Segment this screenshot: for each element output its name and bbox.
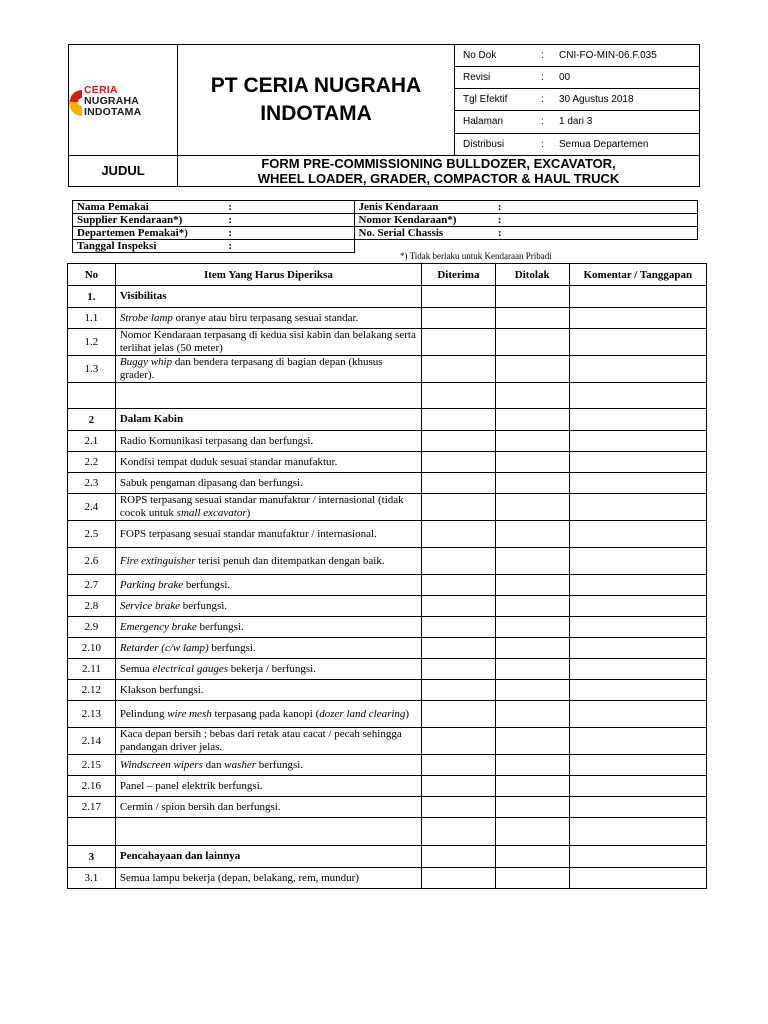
row-item: Fire extinguisher terisi penuh dan ditempatkan dengan baik. xyxy=(115,548,421,575)
komentar-cell[interactable] xyxy=(569,728,706,755)
row-no: 2.14 xyxy=(68,728,116,755)
komentar-cell[interactable] xyxy=(569,617,706,638)
info-field-departemen[interactable]: : xyxy=(224,227,354,240)
diterima-cell[interactable] xyxy=(422,728,496,755)
company-logo xyxy=(69,85,177,121)
blank-row xyxy=(68,818,707,846)
row-no: 2.2 xyxy=(68,452,116,473)
ditolak-cell[interactable] xyxy=(495,659,569,680)
diterima-cell[interactable] xyxy=(422,701,496,728)
col-header-no: No xyxy=(68,264,116,286)
diterima-cell[interactable] xyxy=(422,617,496,638)
ditolak-cell[interactable] xyxy=(495,638,569,659)
meta-sep: : xyxy=(541,67,559,89)
row-no: 2.8 xyxy=(68,596,116,617)
diterima-cell[interactable] xyxy=(422,797,496,818)
info-label-supplier: Supplier Kendaraan*) xyxy=(73,214,225,227)
ditolak-cell[interactable] xyxy=(495,680,569,701)
meta-label-tgl-efektif: Tgl Efektif xyxy=(455,89,542,111)
form-title-line-2: WHEEL LOADER, GRADER, COMPACTOR & HAUL TRUCK xyxy=(257,170,620,186)
meta-label-no-dok: No Dok xyxy=(455,45,542,67)
table-row xyxy=(68,797,707,818)
meta-label-distribusi: Distribusi xyxy=(455,133,542,155)
meta-sep: : xyxy=(541,89,559,111)
komentar-cell[interactable] xyxy=(569,776,706,797)
ditolak-cell[interactable] xyxy=(495,473,569,494)
section-row xyxy=(68,409,707,431)
row-no: 2.17 xyxy=(68,797,116,818)
table-row xyxy=(68,755,707,776)
row-item: Panel – panel elektrik berfungsi. xyxy=(115,776,421,797)
row-no: 2.1 xyxy=(68,431,116,452)
table-row xyxy=(68,473,707,494)
info-footnote: *) Tidak berlaku untuk Kendaraan Pribadi xyxy=(400,251,552,261)
komentar-cell[interactable] xyxy=(569,638,706,659)
section-title: Dalam Kabin xyxy=(115,409,421,431)
diterima-cell[interactable] xyxy=(422,356,496,383)
ditolak-cell[interactable] xyxy=(495,548,569,575)
row-no: 3.1 xyxy=(68,868,116,889)
table-row xyxy=(68,431,707,452)
row-item: Sabuk pengaman dipasang dan berfungsi. xyxy=(115,473,421,494)
row-item: Cermin / spion bersih dan berfungsi. xyxy=(115,797,421,818)
info-label-serial-chassis: No. Serial Chassis xyxy=(354,227,494,240)
komentar-cell[interactable] xyxy=(569,755,706,776)
row-item: Strobe lamp oranye atau biru terpasang sesuai standar. xyxy=(115,308,421,329)
diterima-cell[interactable] xyxy=(422,575,496,596)
table-row xyxy=(68,680,707,701)
info-label-nama-pemakai: Nama Pemakai xyxy=(73,201,225,214)
row-item: Windscreen wipers dan washer berfungsi. xyxy=(115,755,421,776)
ditolak-cell[interactable] xyxy=(495,596,569,617)
meta-label-halaman: Halaman xyxy=(455,111,542,133)
meta-sep: : xyxy=(541,111,559,133)
section-no: 3 xyxy=(68,846,116,868)
company-name-line-2: INDOTAMA xyxy=(260,101,372,125)
blank-row xyxy=(68,383,707,409)
document-header xyxy=(68,44,700,187)
form-title-line-1: FORM PRE-COMMISSIONING BULLDOZER, EXCAVATOR, xyxy=(261,155,616,171)
row-item: Pelindung wire mesh terpasang pada kanopi (dozer land clearing) xyxy=(115,701,421,728)
row-no: 1.2 xyxy=(68,329,116,356)
section-title: Pencahayaan dan lainnya xyxy=(115,846,421,868)
komentar-cell[interactable] xyxy=(569,548,706,575)
komentar-cell[interactable] xyxy=(569,473,706,494)
company-name-line-1: PT CERIA NUGRAHA xyxy=(210,73,422,97)
table-row xyxy=(68,329,707,356)
komentar-cell[interactable] xyxy=(569,596,706,617)
row-item: Retarder (c/w lamp) berfungsi. xyxy=(115,638,421,659)
col-header-ditolak: Ditolak xyxy=(495,264,569,286)
section-no: 2 xyxy=(68,409,116,431)
meta-sep: : xyxy=(541,45,559,67)
ditolak-cell[interactable] xyxy=(495,431,569,452)
row-no: 1.3 xyxy=(68,356,116,383)
table-row xyxy=(68,659,707,680)
diterima-cell[interactable] xyxy=(422,494,496,521)
diterima-cell[interactable] xyxy=(422,329,496,356)
row-no: 2.5 xyxy=(68,521,116,548)
table-row xyxy=(68,308,707,329)
diterima-cell[interactable] xyxy=(422,868,496,889)
company-name xyxy=(178,45,455,156)
row-item: Service brake berfungsi. xyxy=(115,596,421,617)
row-item: Buggy whip dan bendera terpasang di bagian depan (khusus grader). xyxy=(115,356,421,383)
table-row xyxy=(68,776,707,797)
section-row xyxy=(68,286,707,308)
row-no: 2.15 xyxy=(68,755,116,776)
info-label-tanggal-inspeksi: Tanggal Inspeksi xyxy=(73,240,225,253)
info-label-nomor-kendaraan: Nomor Kendaraan*) xyxy=(354,214,494,227)
info-field-tanggal-inspeksi[interactable]: : xyxy=(224,240,354,253)
col-header-diterima: Diterima xyxy=(422,264,496,286)
ditolak-cell[interactable] xyxy=(495,575,569,596)
ditolak-cell[interactable] xyxy=(495,701,569,728)
ditolak-cell[interactable] xyxy=(495,308,569,329)
row-no: 2.10 xyxy=(68,638,116,659)
komentar-cell[interactable] xyxy=(569,680,706,701)
row-no: 2.7 xyxy=(68,575,116,596)
komentar-cell[interactable] xyxy=(569,452,706,473)
info-field-supplier[interactable]: : xyxy=(224,214,354,227)
ditolak-cell[interactable] xyxy=(495,755,569,776)
col-header-item: Item Yang Harus Diperiksa xyxy=(115,264,421,286)
ditolak-cell[interactable] xyxy=(495,617,569,638)
table-row xyxy=(68,521,707,548)
komentar-cell[interactable] xyxy=(569,659,706,680)
form-title xyxy=(178,155,700,186)
diterima-cell[interactable] xyxy=(422,473,496,494)
komentar-cell[interactable] xyxy=(569,797,706,818)
checklist-table xyxy=(67,263,707,889)
ditolak-cell[interactable] xyxy=(495,868,569,889)
row-item: Klakson berfungsi. xyxy=(115,680,421,701)
section-title: Visibilitas xyxy=(115,286,421,308)
row-item: Semua electrical gauges bekerja / berfungsi. xyxy=(115,659,421,680)
ditolak-cell[interactable] xyxy=(495,329,569,356)
ditolak-cell[interactable] xyxy=(495,728,569,755)
info-label-jenis-kendaraan: Jenis Kendaraan xyxy=(354,201,494,214)
row-item: ROPS terpasang sesuai standar manufaktur / internasional (tidak cocok untuk small excavator) xyxy=(115,494,421,521)
table-row xyxy=(68,494,707,521)
col-header-komentar: Komentar / Tanggapan xyxy=(569,264,706,286)
ditolak-cell[interactable] xyxy=(495,494,569,521)
row-no: 2.11 xyxy=(68,659,116,680)
info-field-serial-chassis[interactable]: : xyxy=(494,227,698,240)
row-item: Semua lampu bekerja (depan, belakang, rem, mundur) xyxy=(115,868,421,889)
table-row xyxy=(68,596,707,617)
ditolak-cell[interactable] xyxy=(495,521,569,548)
table-row xyxy=(68,356,707,383)
row-item: Emergency brake berfungsi. xyxy=(115,617,421,638)
row-item: FOPS terpasang sesuai standar manufaktur / internasional. xyxy=(115,521,421,548)
ditolak-cell[interactable] xyxy=(495,356,569,383)
komentar-cell[interactable] xyxy=(569,494,706,521)
diterima-cell[interactable] xyxy=(422,521,496,548)
meta-value-halaman: 1 dari 3 xyxy=(559,111,700,133)
komentar-cell[interactable] xyxy=(569,868,706,889)
row-no: 2.12 xyxy=(68,680,116,701)
row-item: Parking brake berfungsi. xyxy=(115,575,421,596)
diterima-cell[interactable] xyxy=(422,755,496,776)
table-row xyxy=(68,868,707,889)
diterima-cell[interactable] xyxy=(422,638,496,659)
diterima-cell[interactable] xyxy=(422,659,496,680)
logo-mark-icon xyxy=(69,88,83,118)
row-no: 2.4 xyxy=(68,494,116,521)
diterima-cell[interactable] xyxy=(422,431,496,452)
ditolak-cell[interactable] xyxy=(495,797,569,818)
diterima-cell[interactable] xyxy=(422,776,496,797)
meta-sep: : xyxy=(541,133,559,155)
meta-value-no-dok: CNI-FO-MIN-06.F.035 xyxy=(559,45,700,67)
komentar-cell[interactable] xyxy=(569,308,706,329)
diterima-cell[interactable] xyxy=(422,308,496,329)
info-field-nomor-kendaraan[interactable]: : xyxy=(494,214,698,227)
komentar-cell[interactable] xyxy=(569,329,706,356)
logo-line-3: INDOTAMA xyxy=(84,106,142,118)
table-row xyxy=(68,452,707,473)
table-row xyxy=(68,548,707,575)
meta-label-revisi: Revisi xyxy=(455,67,542,89)
komentar-cell[interactable] xyxy=(569,356,706,383)
row-no: 1.1 xyxy=(68,308,116,329)
table-row xyxy=(68,701,707,728)
diterima-cell[interactable] xyxy=(422,548,496,575)
section-row xyxy=(68,846,707,868)
meta-value-distribusi: Semua Departemen xyxy=(559,133,700,155)
logo-line-2: NUGRAHA xyxy=(84,95,140,107)
komentar-cell[interactable] xyxy=(569,521,706,548)
ditolak-cell[interactable] xyxy=(495,452,569,473)
logo-line-1: CERIA xyxy=(84,84,118,96)
ditolak-cell[interactable] xyxy=(495,776,569,797)
meta-value-tgl-efektif: 30 Agustus 2018 xyxy=(559,89,700,111)
info-field-nama-pemakai[interactable]: : xyxy=(224,201,354,214)
meta-value-revisi: 00 xyxy=(559,67,700,89)
row-item: Nomor Kendaraan terpasang di kedua sisi kabin dan belakang serta terlihat jelas (50 meter) xyxy=(115,329,421,356)
table-row xyxy=(68,575,707,596)
diterima-cell[interactable] xyxy=(422,680,496,701)
table-row xyxy=(68,728,707,755)
logo-cell xyxy=(69,45,178,156)
judul-label: JUDUL xyxy=(69,155,178,186)
info-label-departemen: Departemen Pemakai*) xyxy=(73,227,225,240)
diterima-cell[interactable] xyxy=(422,452,496,473)
row-no: 2.13 xyxy=(68,701,116,728)
row-no: 2.6 xyxy=(68,548,116,575)
row-item: Radio Komunikasi terpasang dan berfungsi. xyxy=(115,431,421,452)
info-block xyxy=(72,200,698,253)
info-field-jenis-kendaraan[interactable]: : xyxy=(494,201,698,214)
komentar-cell[interactable] xyxy=(569,575,706,596)
row-item: Kondisi tempat duduk sesuai standar manufaktur. xyxy=(115,452,421,473)
komentar-cell[interactable] xyxy=(569,431,706,452)
row-no: 2.9 xyxy=(68,617,116,638)
table-row xyxy=(68,638,707,659)
diterima-cell[interactable] xyxy=(422,596,496,617)
row-no: 2.16 xyxy=(68,776,116,797)
komentar-cell[interactable] xyxy=(569,701,706,728)
section-no: 1. xyxy=(68,286,116,308)
row-no: 2.3 xyxy=(68,473,116,494)
row-item: Kaca depan bersih ; bebas dari retak atau cacat / pecah sehingga pandangan driver jelas. xyxy=(115,728,421,755)
table-row xyxy=(68,617,707,638)
